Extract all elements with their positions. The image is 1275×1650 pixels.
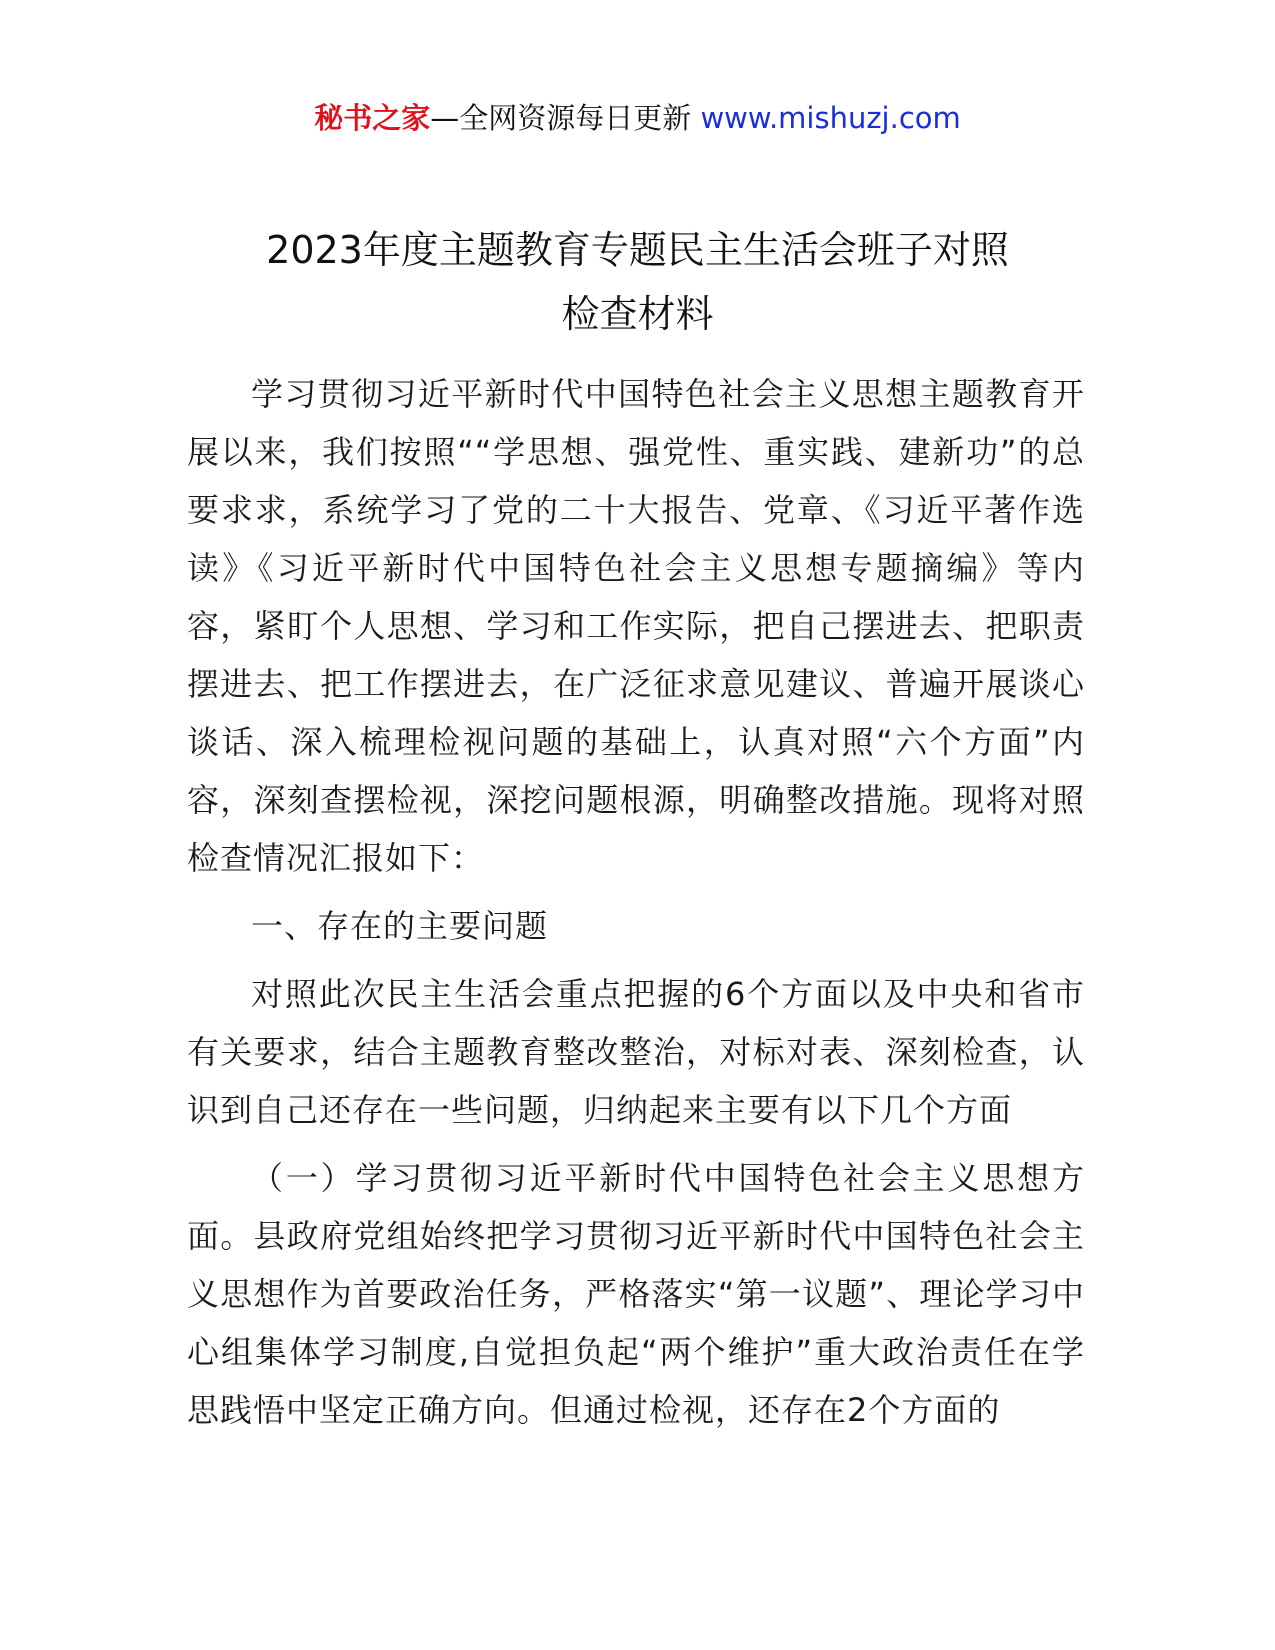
site-url-link[interactable]: www.mishuzj.com [700,101,961,135]
section-heading-main-problems: 一、存在的主要问题 [251,907,549,945]
subsection-paragraph-1: （一）学习贯彻习近平新时代中国特色社会主义思想方面。县政府党组始终把学习贯彻习近平新时代中国特色社会主义思想作为首要政治任务，严格落实“第一议题”、理论学习中心组集体学习制度,自觉担负起“两个维护”重大政治责任在学思践悟中坚定正确方向。但通过检视，还存在2个方面的 [187,1159,1085,1429]
intro-paragraph: 学习贯彻习近平新时代中国特色社会主义思想主题教育开展以来，我们按照““学思想、强党性、重实践、建新功”的总要求求，系统学习了党的二十大报告、党章、《习近平著作选读》《习近平新时代中国特色社会主义思想专题摘编》等内容，紧盯个人思想、学习和工作实际，把自己摆进去、把职责摆进去、把工作摆进去，在广泛征求意见建议、普遍开展谈心谈话、深入梳理检视问题的基础上，认真对照“六个方面”内容，深刻查摆检视，深挖问题根源，明确整改措施。现将对照检查情况汇报如下： [187,375,1085,877]
site-header [0,98,1275,138]
document-body [187,365,1085,1439]
site-tagline: 全网资源每日更新 [459,101,701,135]
section-intro-paragraph: 对照此次民主生活会重点把握的6个方面以及中央和省市有关要求，结合主题教育整改整治，对标对表、深刻检查，认识到自己还存在一些问题，归纳起来主要有以下几个方面 [187,975,1085,1129]
document-title [150,218,1125,346]
header-dash: — [430,101,460,135]
site-brand: 秘书之家 [314,101,431,135]
document-title-line-1: 2023年度主题教育专题民主生活会班子对照 [266,228,1009,272]
document-title-line-2: 检查材料 [561,292,714,336]
